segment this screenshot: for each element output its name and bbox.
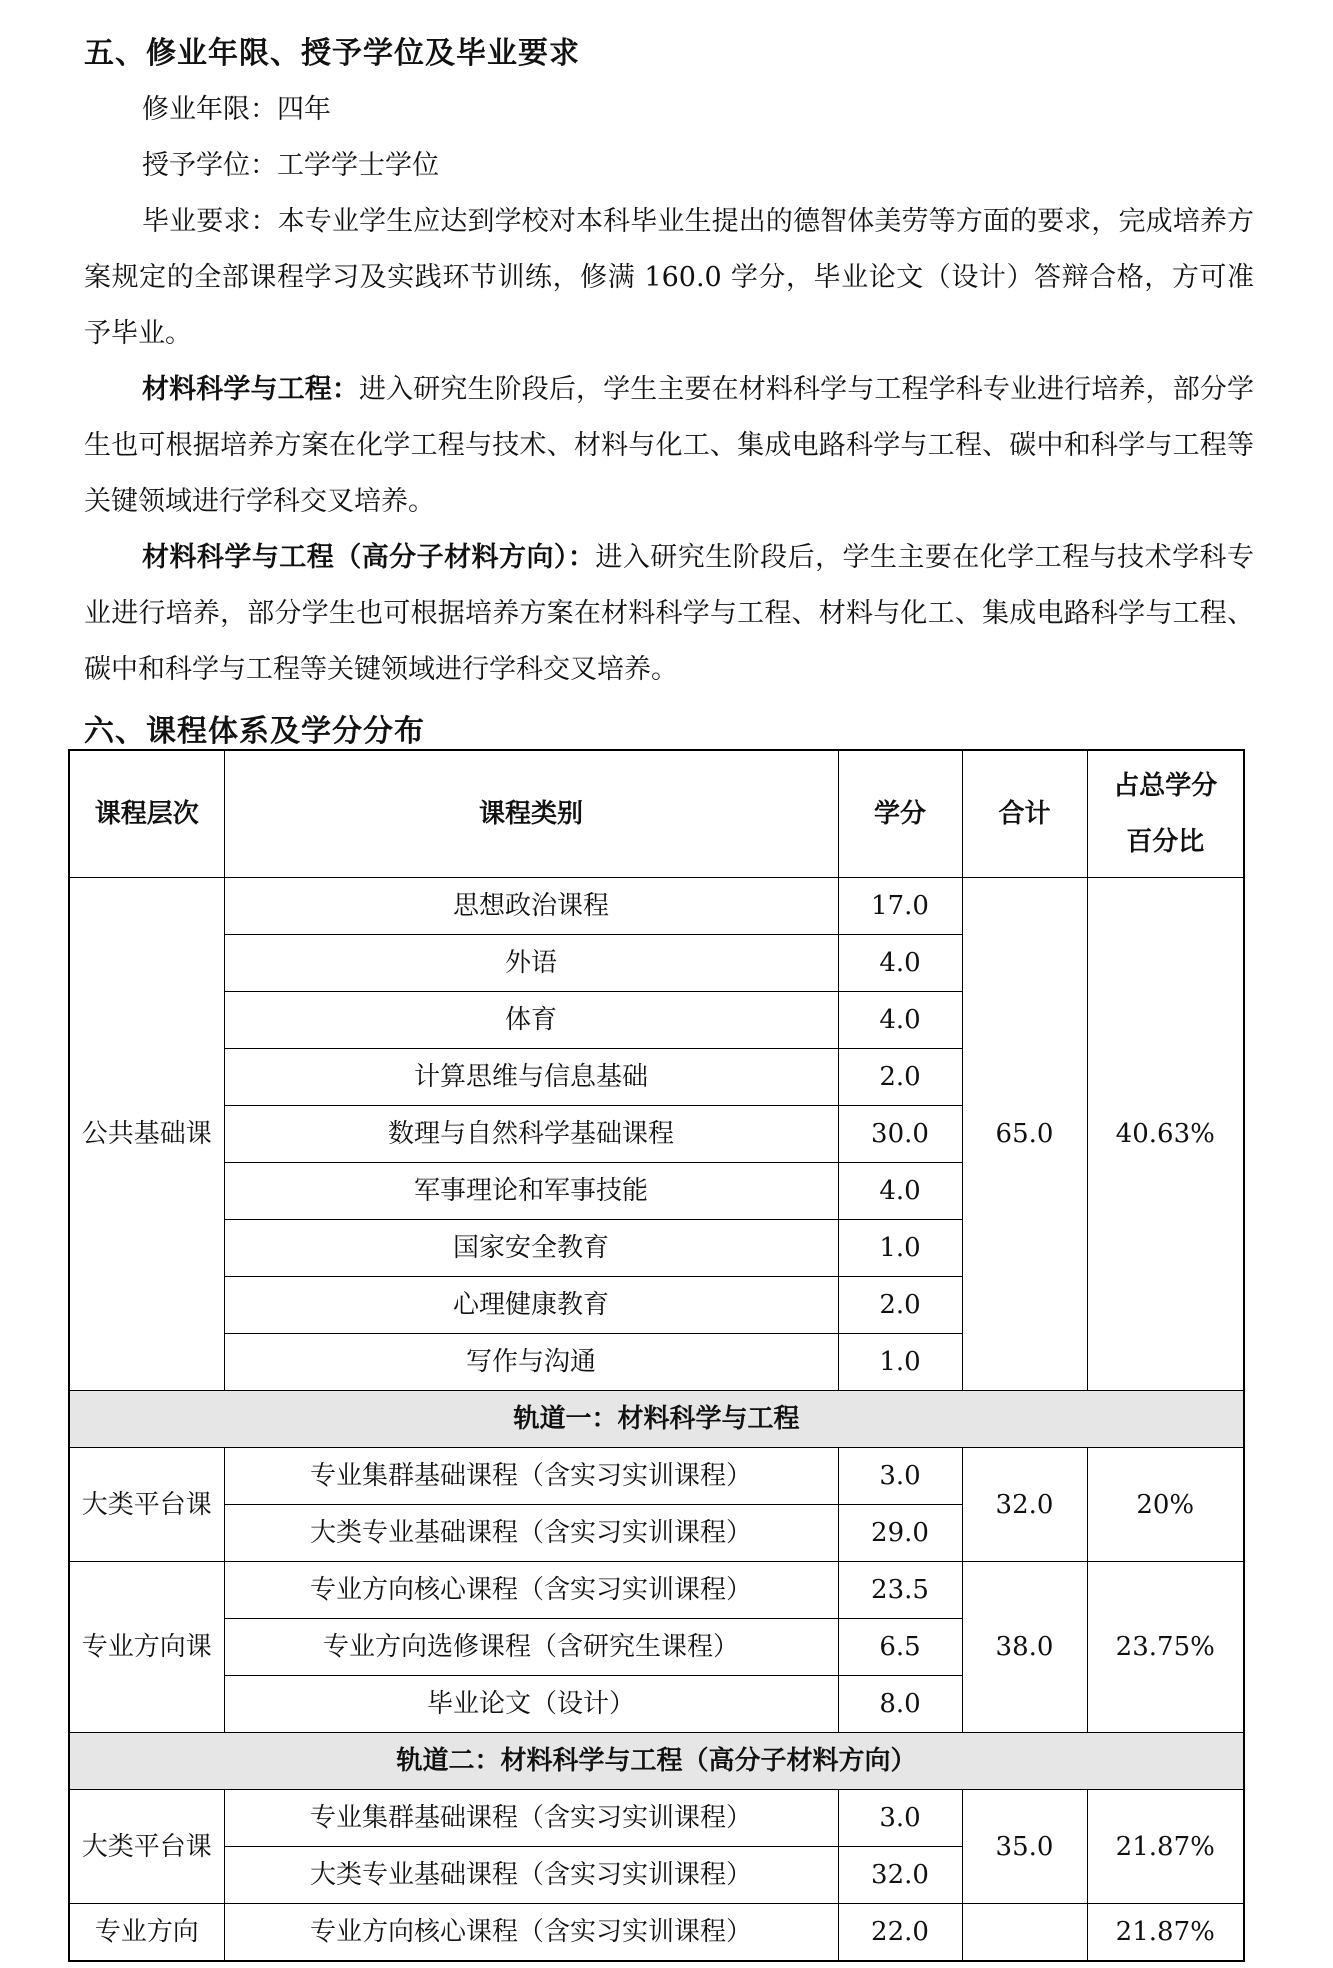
category-cell: 大类专业基础课程（含实习实训课程）: [224, 1505, 838, 1562]
category-cell: 军事理论和军事技能: [224, 1163, 838, 1220]
category-cell: 心理健康教育: [224, 1277, 838, 1334]
track2-title: 材料科学与工程（高分子材料方向）：: [142, 542, 596, 573]
level-cell-track1-platform: 大类平台课: [69, 1448, 224, 1562]
category-cell: 大类专业基础课程（含实习实训课程）: [224, 1847, 838, 1904]
header-level: 课程层次: [69, 750, 224, 878]
credits-cell: 23.5: [838, 1562, 962, 1619]
track2-title-cell: 轨道二：材料科学与工程（高分子材料方向）: [69, 1733, 1244, 1790]
level-cell-track1-major: 专业方向课: [69, 1562, 224, 1733]
category-cell: 国家安全教育: [224, 1220, 838, 1277]
track2-paragraph: [84, 530, 1254, 698]
total-cell-track2-major: [962, 1904, 1087, 1962]
header-percent: [1087, 750, 1244, 878]
credits-cell: 32.0: [838, 1847, 962, 1904]
graduation-requirements: 毕业要求：本专业学生应达到学校对本科毕业生提出的德智体美劳等方面的要求，完成培养方案规定的全部课程学习及实践环节训练，修满 160.0 学分，毕业论文（设计）答辩合格，方可准予毕业。: [84, 206, 1254, 349]
credits-cell: 30.0: [838, 1106, 962, 1163]
category-cell: 外语: [224, 935, 838, 992]
table-row: [69, 1562, 1244, 1619]
header-total: 合计: [962, 750, 1087, 878]
duration-line: 修业年限：四年: [142, 94, 331, 125]
table-row: [69, 1448, 1244, 1505]
percent-cell-track1-major: 23.75%: [1087, 1562, 1244, 1733]
track1-paragraph: [84, 362, 1254, 530]
category-cell: 专业集群基础课程（含实习实训课程）: [224, 1448, 838, 1505]
track1-title: 材料科学与工程：: [142, 374, 359, 405]
credits-cell: 2.0: [838, 1277, 962, 1334]
category-cell: 专业方向核心课程（含实习实训课程）: [224, 1904, 838, 1962]
table-row: [69, 1790, 1244, 1847]
track1-title-cell: 轨道一：材料科学与工程: [69, 1391, 1244, 1448]
credits-cell: 4.0: [838, 992, 962, 1049]
total-cell-track1-major: 38.0: [962, 1562, 1087, 1733]
level-cell-track2-major: 专业方向: [69, 1904, 224, 1962]
category-cell: 数理与自然科学基础课程: [224, 1106, 838, 1163]
level-cell-track2-platform: 大类平台课: [69, 1790, 224, 1904]
percent-cell-track2-major: 21.87%: [1087, 1904, 1244, 1962]
credits-cell: 4.0: [838, 935, 962, 992]
category-cell: 思想政治课程: [224, 878, 838, 935]
track-title-row-2: [69, 1733, 1244, 1790]
category-cell: 计算思维与信息基础: [224, 1049, 838, 1106]
section-heading-6: 六、课程体系及学分分布: [84, 714, 425, 749]
credits-cell: 2.0: [838, 1049, 962, 1106]
percent-cell-track1-platform: 20%: [1087, 1448, 1244, 1562]
category-cell: 毕业论文（设计）: [224, 1676, 838, 1733]
category-cell: 专业方向选修课程（含研究生课程）: [224, 1619, 838, 1676]
total-cell-public: 65.0: [962, 878, 1087, 1391]
track1-text: 进入研究生阶段后，学生主要在材料科学与工程学科专业进行培养，部分学生也可根据培养方案在化学工程与技术、材料与化工、集成电路科学与工程、碳中和科学与工程等关键领域进行学科交叉培养。: [84, 374, 1254, 517]
credits-cell: 3.0: [838, 1448, 962, 1505]
table-header-row: [69, 750, 1244, 878]
track2-text: 进入研究生阶段后，学生主要在化学工程与技术学科专业进行培养，部分学生也可根据培养方案在材料科学与工程、材料与化工、集成电路科学与工程、碳中和科学与工程等关键领域进行学科交叉培养。: [84, 542, 1255, 685]
table-row: [69, 1904, 1244, 1962]
credits-cell: 1.0: [838, 1220, 962, 1277]
credits-cell: 1.0: [838, 1334, 962, 1391]
category-cell: 专业方向核心课程（含实习实训课程）: [224, 1562, 838, 1619]
track-title-row-1: [69, 1391, 1244, 1448]
percent-cell-track2-platform: 21.87%: [1087, 1790, 1244, 1904]
credits-cell: 4.0: [838, 1163, 962, 1220]
credits-cell: 8.0: [838, 1676, 962, 1733]
percent-cell-public: 40.63%: [1087, 878, 1244, 1391]
credits-cell: 6.5: [838, 1619, 962, 1676]
section-heading-5: 五、修业年限、授予学位及毕业要求: [84, 36, 580, 71]
credits-cell: 3.0: [838, 1790, 962, 1847]
category-cell: 专业集群基础课程（含实习实训课程）: [224, 1790, 838, 1847]
header-percent-line2: 百分比: [1126, 827, 1205, 857]
header-category: 课程类别: [224, 750, 838, 878]
credits-cell: 29.0: [838, 1505, 962, 1562]
credit-distribution-table: [68, 749, 1245, 1962]
category-cell: 体育: [224, 992, 838, 1049]
degree-line: 授予学位：工学学士学位: [142, 150, 439, 181]
table-row: [69, 878, 1244, 935]
total-cell-track1-platform: 32.0: [962, 1448, 1087, 1562]
total-cell-track2-platform: 35.0: [962, 1790, 1087, 1904]
level-cell-public: 公共基础课: [69, 878, 224, 1391]
credits-cell: 22.0: [838, 1904, 962, 1962]
header-credits: 学分: [838, 750, 962, 878]
category-cell: 写作与沟通: [224, 1334, 838, 1391]
credits-cell: 17.0: [838, 878, 962, 935]
header-percent-line1: 占总学分: [1113, 771, 1218, 801]
